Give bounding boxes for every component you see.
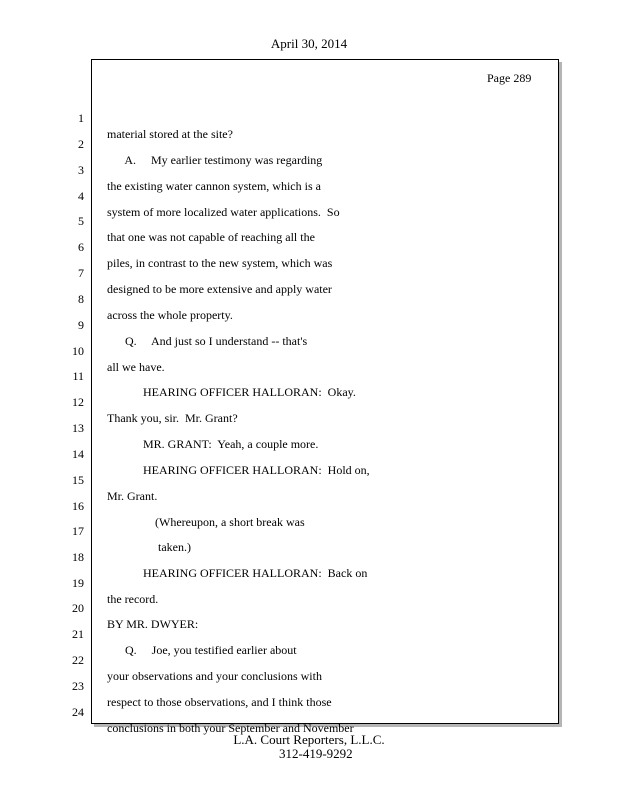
line-text: A. My earlier testimony was regarding: [107, 153, 323, 167]
line-text: all we have.: [107, 360, 165, 374]
line-number: 24: [72, 705, 84, 719]
line-text: HEARING OFFICER HALLORAN: Hold on,: [107, 463, 370, 477]
line-number: 22: [72, 653, 84, 667]
reporter-phone: 312-419-9292: [279, 746, 353, 761]
line-text: Mr. Grant.: [107, 489, 158, 503]
line-number: 9: [78, 318, 84, 332]
line-text: that one was not capable of reaching all the: [107, 230, 315, 244]
line-number: 3: [78, 163, 84, 177]
line-text: (Whereupon, a short break was: [107, 515, 305, 529]
line-text: Q. And just so I understand -- that's: [107, 334, 308, 348]
transcript-date: April 30, 2014: [270, 36, 348, 51]
line-text: your observations and your conclusions with: [107, 669, 322, 683]
line-number: 14: [72, 447, 84, 461]
transcript-line: [0, 94, 233, 141]
line-number: 2: [78, 137, 84, 151]
line-text: across the whole property.: [107, 308, 233, 322]
line-text: designed to be more extensive and apply water: [107, 282, 332, 296]
line-number: 11: [72, 369, 84, 383]
line-number: 10: [72, 344, 84, 358]
line-number: 4: [78, 189, 84, 203]
line-number: 1: [78, 111, 84, 125]
line-text: Q. Joe, you testified earlier about: [107, 643, 297, 657]
line-number: 12: [72, 395, 84, 409]
line-text: respect to those observations, and I think those: [107, 695, 332, 709]
line-number: 18: [72, 550, 84, 564]
line-number: 8: [78, 292, 84, 306]
transcript-line: [0, 507, 191, 554]
line-number: 6: [78, 240, 84, 254]
line-text: system of more localized water applications. So: [107, 205, 340, 219]
line-number: 5: [78, 214, 84, 228]
line-text: material stored at the site?: [107, 127, 233, 141]
line-number: 16: [72, 499, 84, 513]
line-text: taken.): [107, 540, 191, 554]
line-number: 21: [72, 627, 84, 641]
reporter-company: L.A. Court Reporters, L.L.C.: [233, 732, 385, 747]
line-text: HEARING OFFICER HALLORAN: Okay.: [107, 385, 356, 399]
line-number: 19: [72, 576, 84, 590]
line-text: the existing water cannon system, which is a: [107, 179, 321, 193]
line-text: the record.: [107, 592, 159, 606]
transcript-line: [0, 559, 159, 606]
line-text: HEARING OFFICER HALLORAN: Back on: [107, 566, 368, 580]
line-number: 23: [72, 679, 84, 693]
line-number: 7: [78, 266, 84, 280]
line-number: 20: [72, 601, 84, 615]
line-text: piles, in contrast to the new system, which was: [107, 256, 333, 270]
line-number: 17: [72, 524, 84, 538]
page-number: Page 289: [487, 71, 532, 85]
line-text: MR. GRANT: Yeah, a couple more.: [107, 437, 319, 451]
transcript-line: [0, 456, 158, 503]
transcript-line: [0, 327, 165, 374]
line-text: conclusions in both your September and November: [107, 721, 354, 735]
line-number: 13: [72, 421, 84, 435]
line-text: Thank you, sir. Mr. Grant?: [107, 411, 238, 425]
line-number: 15: [72, 473, 84, 487]
line-text: BY MR. DWYER:: [107, 617, 199, 631]
